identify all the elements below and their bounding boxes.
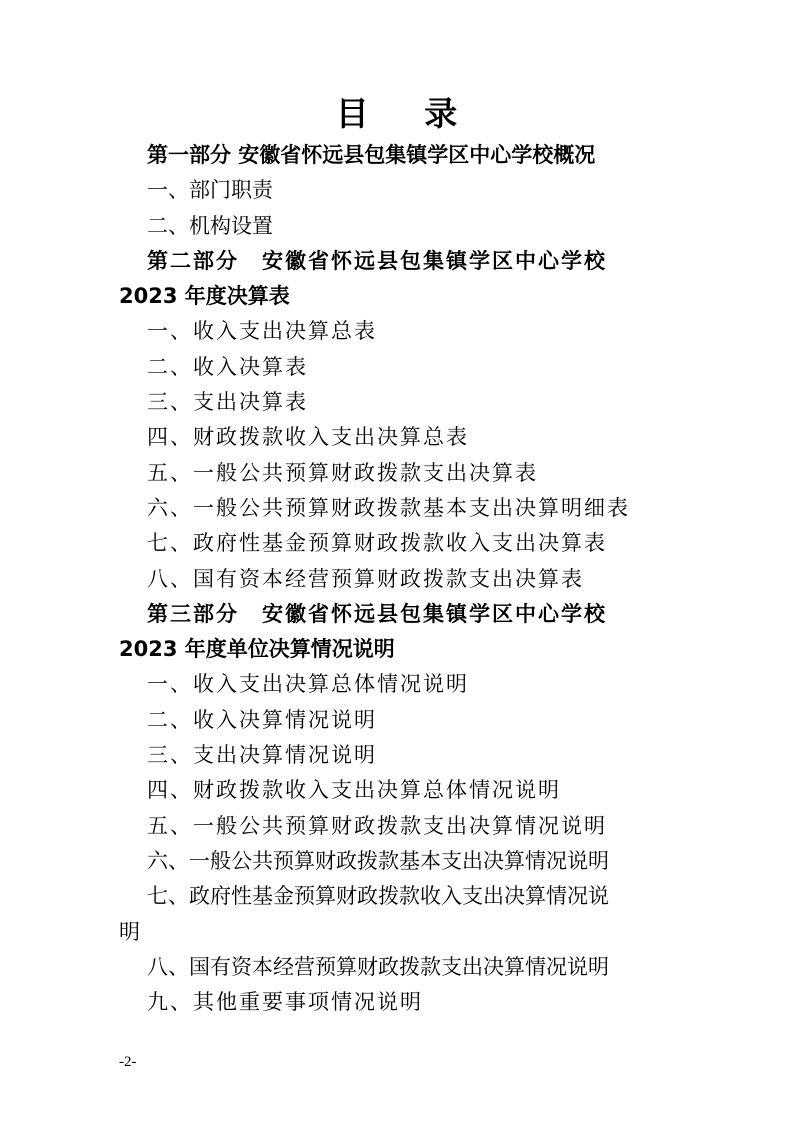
- toc-item: 一、收入支出决算总体情况说明: [147, 672, 469, 697]
- part2-heading-continuation: 2023 年度决算表: [119, 284, 290, 309]
- toc-item: 六、一般公共预算财政拨款基本支出决算明细表: [147, 495, 630, 520]
- toc-item: 八、国有资本经营预算财政拨款支出决算表: [147, 566, 584, 591]
- part2-heading: 第二部分 安徽省怀远县包集镇学区中心学校: [147, 248, 607, 273]
- part1-heading: 第一部分 安徽省怀远县包集镇学区中心学校概况: [147, 143, 596, 167]
- toc-item: 九、其他重要事项情况说明: [147, 990, 423, 1015]
- toc-item: 三、支出决算表: [147, 390, 308, 415]
- toc-item: 四、财政拨款收入支出决算总表: [147, 425, 469, 450]
- toc-item: 一、部门职责: [147, 178, 273, 203]
- toc-item: 四、财政拨款收入支出决算总体情况说明: [147, 778, 561, 803]
- toc-item: 六、一般公共预算财政拨款基本支出决算情况说明: [147, 848, 609, 873]
- toc-item: 五、一般公共预算财政拨款支出决算表: [147, 460, 538, 485]
- toc-item: 一、收入支出决算总表: [147, 319, 377, 344]
- toc-item: 二、机构设置: [147, 213, 273, 238]
- toc-item: 二、收入决算表: [147, 354, 308, 379]
- toc-item: 五、一般公共预算财政拨款支出决算情况说明: [147, 813, 607, 838]
- page-title: 目 录: [335, 94, 480, 133]
- toc-item: 二、收入决算情况说明: [147, 707, 377, 732]
- toc-item: 七、政府性基金预算财政拨款收入支出决算表: [147, 531, 607, 556]
- toc-item-continuation: 明: [119, 919, 140, 944]
- page-number: -2-: [119, 1054, 137, 1070]
- part3-heading-continuation: 2023 年度单位决算情况说明: [119, 637, 395, 662]
- toc-item: 七、政府性基金预算财政拨款收入支出决算情况说: [147, 884, 609, 909]
- part3-heading: 第三部分 安徽省怀远县包集镇学区中心学校: [147, 601, 607, 626]
- table-of-contents: [119, 138, 679, 1020]
- toc-item: 八、国有资本经营预算财政拨款支出决算情况说明: [147, 954, 609, 979]
- toc-item: 三、支出决算情况说明: [147, 743, 377, 768]
